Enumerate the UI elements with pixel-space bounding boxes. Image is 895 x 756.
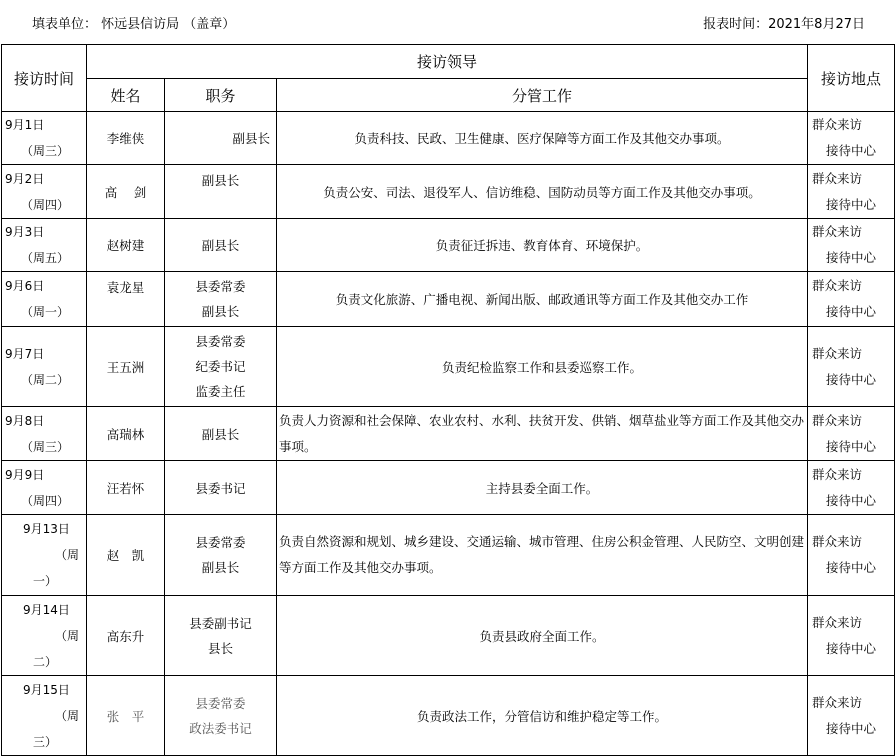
date-cell: 9月6日 （周一） bbox=[2, 272, 87, 327]
work-cell: 负责征迁拆违、教育体育、环境保护。 bbox=[277, 219, 808, 272]
title-cell: 副县长 bbox=[165, 112, 277, 165]
place-cell: 群众来访 接待中心 bbox=[808, 407, 895, 461]
place-cell: 群众来访 接待中心 bbox=[808, 219, 895, 272]
date-cell: 9月13日 （周 一） bbox=[2, 515, 87, 596]
date-cell: 9月15日 （周 三） bbox=[2, 676, 87, 756]
place-cell: 群众来访 接待中心 bbox=[808, 596, 895, 676]
col-work: 分管工作 bbox=[277, 79, 808, 112]
col-reception-leader: 接访领导 bbox=[87, 45, 808, 79]
col-reception-place: 接访地点 bbox=[808, 45, 895, 112]
place-cell: 群众来访 接待中心 bbox=[808, 515, 895, 596]
place-cell: 群众来访 接待中心 bbox=[808, 461, 895, 515]
work-cell: 负责人力资源和社会保障、农业农村、水利、扶贫开发、供销、烟草盐业等方面工作及其他交办事项。 bbox=[277, 407, 808, 461]
place-cell: 群众来访 接待中心 bbox=[808, 327, 895, 407]
place-cell: 群众来访 接待中心 bbox=[808, 272, 895, 327]
title-cell: 县委常委 副县长 bbox=[165, 272, 277, 327]
reception-schedule-table bbox=[1, 44, 895, 756]
work-cell: 负责自然资源和规划、城乡建设、交通运输、城市管理、住房公积金管理、人民防空、文明创建等方面工作及其他交办事项。 bbox=[277, 515, 808, 596]
table-row bbox=[2, 327, 895, 407]
date-cell: 9月1日 （周三） bbox=[2, 112, 87, 165]
col-reception-time: 接访时间 bbox=[2, 45, 87, 112]
table-row bbox=[2, 596, 895, 676]
title-cell: 县委常委 政法委书记 bbox=[165, 676, 277, 756]
name-cell: 赵 凯 bbox=[87, 515, 165, 596]
table-row bbox=[2, 461, 895, 515]
date-cell: 9月2日 （周四） bbox=[2, 165, 87, 219]
place-cell: 群众来访 接待中心 bbox=[808, 112, 895, 165]
work-cell: 负责科技、民政、卫生健康、医疗保障等方面工作及其他交办事项。 bbox=[277, 112, 808, 165]
table-row bbox=[2, 407, 895, 461]
date-cell: 9月14日 （周 二） bbox=[2, 596, 87, 676]
title-cell: 县委常委 纪委书记 监委主任 bbox=[165, 327, 277, 407]
name-cell: 张 平 bbox=[87, 676, 165, 756]
date-cell: 9月7日 （周二） bbox=[2, 327, 87, 407]
work-cell: 负责政法工作，分管信访和维护稳定等工作。 bbox=[277, 676, 808, 756]
place-cell: 群众来访 接待中心 bbox=[808, 676, 895, 756]
work-cell: 负责纪检监察工作和县委巡察工作。 bbox=[277, 327, 808, 407]
table-row bbox=[2, 219, 895, 272]
reporting-unit: 填表单位： 怀远县信访局 （盖章） bbox=[32, 17, 236, 32]
table-row bbox=[2, 515, 895, 596]
work-cell: 负责县政府全面工作。 bbox=[277, 596, 808, 676]
name-cell: 袁龙星 bbox=[87, 272, 165, 327]
title-cell: 县委常委 副县长 bbox=[165, 515, 277, 596]
col-title: 职务 bbox=[165, 79, 277, 112]
name-cell: 李维侠 bbox=[87, 112, 165, 165]
table-row bbox=[2, 112, 895, 165]
table-row bbox=[2, 676, 895, 756]
date-cell: 9月9日 （周四） bbox=[2, 461, 87, 515]
name-cell: 汪若怀 bbox=[87, 461, 165, 515]
name-cell: 高 剑 bbox=[87, 165, 165, 219]
title-cell: 副县长 bbox=[165, 407, 277, 461]
name-cell: 高瑞林 bbox=[87, 407, 165, 461]
title-cell: 副县长 bbox=[165, 165, 277, 219]
work-cell: 负责公安、司法、退役军人、信访维稳、国防动员等方面工作及其他交办事项。 bbox=[277, 165, 808, 219]
report-date: 报表时间：2021年8月27日 bbox=[703, 17, 865, 32]
name-cell: 王五洲 bbox=[87, 327, 165, 407]
work-cell: 主持县委全面工作。 bbox=[277, 461, 808, 515]
name-cell: 赵树建 bbox=[87, 219, 165, 272]
title-cell: 副县长 bbox=[165, 219, 277, 272]
work-cell: 负责文化旅游、广播电视、新闻出版、邮政通讯等方面工作及其他交办工作 bbox=[277, 272, 808, 327]
title-cell: 县委书记 bbox=[165, 461, 277, 515]
col-name: 姓名 bbox=[87, 79, 165, 112]
date-cell: 9月3日 （周五） bbox=[2, 219, 87, 272]
date-cell: 9月8日 （周三） bbox=[2, 407, 87, 461]
title-cell: 县委副书记 县长 bbox=[165, 596, 277, 676]
place-cell: 群众来访 接待中心 bbox=[808, 165, 895, 219]
table-row bbox=[2, 165, 895, 219]
table-row bbox=[2, 272, 895, 327]
name-cell: 高东升 bbox=[87, 596, 165, 676]
